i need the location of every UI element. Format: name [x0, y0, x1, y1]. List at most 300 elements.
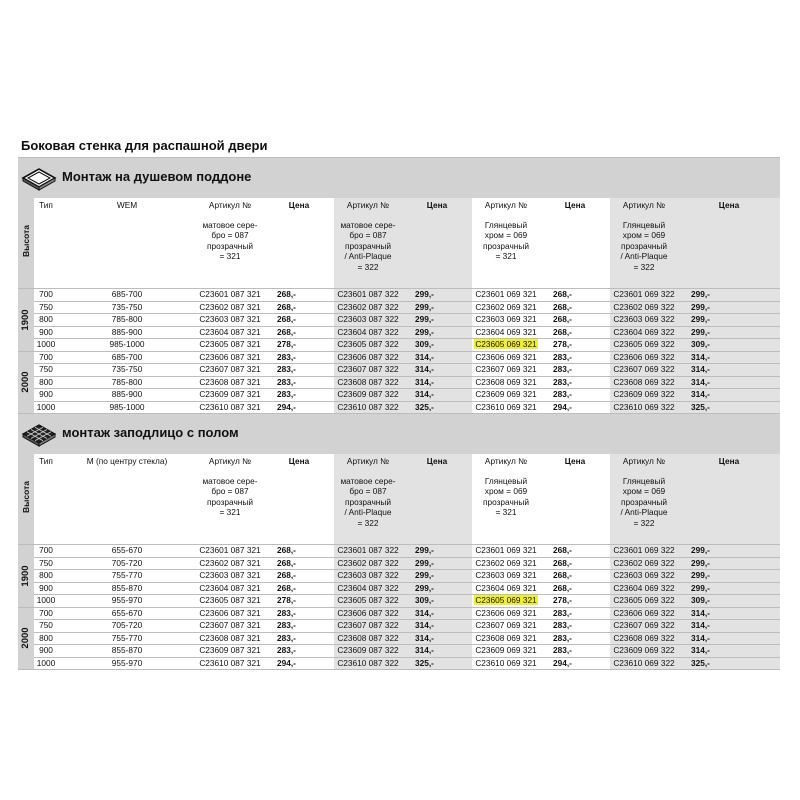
- price-cell: 314,-: [402, 632, 472, 645]
- price-cell: 309,-: [402, 595, 472, 608]
- article-cell: C23601 087 322: [334, 289, 402, 302]
- type-cell: 800: [34, 570, 58, 583]
- article-cell: C23610 069 321: [472, 657, 540, 670]
- size-cell: 705-720: [58, 557, 196, 570]
- table-row: [18, 645, 780, 658]
- article-cell: C23604 069 321: [472, 326, 540, 339]
- price-cell: 314,-: [678, 607, 780, 620]
- price-cell: 283,-: [540, 389, 610, 402]
- price-cell: 299,-: [678, 582, 780, 595]
- price-cell: 283,-: [264, 620, 334, 633]
- article-finish: [334, 476, 402, 528]
- size-cell: 655-670: [58, 607, 196, 620]
- price-cell: 283,-: [540, 645, 610, 658]
- finish-line: Глянцевый: [484, 476, 528, 486]
- article-finish: [196, 220, 264, 262]
- finish-line: бро = 087: [211, 230, 249, 241]
- table-row: [18, 607, 780, 620]
- header-article-1: [196, 454, 264, 540]
- finish-line: / Anti-Plaque: [344, 507, 392, 518]
- header-price-4: Цена: [678, 454, 780, 540]
- price-cell: 268,-: [264, 557, 334, 570]
- size-cell: 785-800: [58, 314, 196, 327]
- article-label: Артикул №: [484, 200, 528, 210]
- article-cell: [472, 339, 540, 352]
- table-row: [18, 389, 780, 402]
- price-cell: 283,-: [540, 351, 610, 364]
- floor-drain-grid-icon: [21, 421, 57, 447]
- table-row: [18, 376, 780, 389]
- header-price-2: Цена: [402, 454, 472, 540]
- article-label: Артикул №: [484, 456, 528, 466]
- article-finish: [472, 476, 540, 518]
- article-cell: C23608 069 322: [610, 376, 678, 389]
- height-group-label: 1900: [20, 309, 31, 331]
- finish-line: / Anti-Plaque: [344, 251, 392, 262]
- finish-line: = 322: [357, 517, 379, 528]
- size-cell: 985-1000: [58, 401, 196, 414]
- article-cell: C23608 087 321: [196, 632, 264, 645]
- article-cell: C23608 087 322: [334, 632, 402, 645]
- article-cell: C23605 087 322: [334, 595, 402, 608]
- price-cell: 283,-: [264, 607, 334, 620]
- type-cell: 750: [34, 301, 58, 314]
- article-cell: C23606 087 322: [334, 351, 402, 364]
- table-row: [18, 351, 780, 364]
- finish-line: бро = 087: [349, 486, 387, 497]
- article-cell: C23610 069 321: [472, 401, 540, 414]
- price-cell: 314,-: [402, 645, 472, 658]
- type-cell: 800: [34, 376, 58, 389]
- price-cell: 283,-: [540, 364, 610, 377]
- finish-line: прозрачный: [207, 240, 253, 251]
- finish-line: матовое сере-: [202, 476, 258, 486]
- price-cell: 278,-: [264, 595, 334, 608]
- article-cell: C23602 087 322: [334, 301, 402, 314]
- type-cell: 750: [34, 620, 58, 633]
- article-label: Артикул №: [346, 456, 390, 466]
- price-cell: 314,-: [678, 364, 780, 377]
- price-cell: 325,-: [402, 657, 472, 670]
- article-cell: C23604 069 322: [610, 582, 678, 595]
- type-cell: 900: [34, 326, 58, 339]
- article-cell: C23609 087 321: [196, 645, 264, 658]
- table-row: [18, 401, 780, 414]
- article-cell: C23603 087 322: [334, 314, 402, 327]
- article-cell: C23601 069 322: [610, 545, 678, 558]
- price-cell: 299,-: [678, 570, 780, 583]
- finish-line: прозрачный: [345, 240, 391, 251]
- size-cell: 785-800: [58, 376, 196, 389]
- article-cell: C23609 069 321: [472, 645, 540, 658]
- article-cell: C23609 087 322: [334, 645, 402, 658]
- price-cell: 268,-: [264, 570, 334, 583]
- article-label: Артикул №: [346, 200, 390, 210]
- finish-line: хром = 069: [484, 230, 528, 241]
- price-cell: 314,-: [402, 351, 472, 364]
- finish-line: = 321: [495, 251, 517, 262]
- table-row: [18, 364, 780, 377]
- price-table: [18, 454, 780, 670]
- article-cell: C23601 069 322: [610, 289, 678, 302]
- price-cell: 268,-: [540, 570, 610, 583]
- table-header-row: [18, 454, 780, 540]
- price-cell: 299,-: [678, 301, 780, 314]
- type-cell: 900: [34, 645, 58, 658]
- header-article-2: [334, 454, 402, 540]
- finish-line: = 322: [633, 261, 655, 272]
- table-row: [18, 545, 780, 558]
- price-cell: 309,-: [678, 595, 780, 608]
- finish-line: прозрачный: [207, 496, 253, 507]
- article-cell: C23602 069 322: [610, 301, 678, 314]
- table-row: [18, 314, 780, 327]
- price-cell: 314,-: [678, 376, 780, 389]
- article-cell: C23604 069 321: [472, 582, 540, 595]
- price-cell: 283,-: [540, 632, 610, 645]
- article-cell: C23607 069 321: [472, 364, 540, 377]
- size-cell: 755-770: [58, 570, 196, 583]
- header-price-4: Цена: [678, 198, 780, 284]
- section-title: Монтаж на душевом поддоне: [62, 169, 252, 184]
- height-group: [18, 289, 34, 352]
- price-cell: 283,-: [264, 364, 334, 377]
- section-header: [18, 413, 780, 454]
- price-cell: 278,-: [264, 339, 334, 352]
- price-cell: 299,-: [402, 557, 472, 570]
- article-cell: C23608 087 321: [196, 376, 264, 389]
- table-row: [18, 570, 780, 583]
- size-cell: 985-1000: [58, 339, 196, 352]
- finish-line: бро = 087: [211, 486, 249, 497]
- price-cell: 294,-: [264, 657, 334, 670]
- height-group-label: 2000: [20, 371, 31, 393]
- header-size: М (по центру стекла): [58, 454, 196, 540]
- header-height: [18, 454, 34, 540]
- article-cell: C23603 069 322: [610, 314, 678, 327]
- price-cell: 268,-: [264, 326, 334, 339]
- header-price-3: Цена: [540, 454, 610, 540]
- price-cell: 283,-: [540, 620, 610, 633]
- price-cell: 299,-: [402, 289, 472, 302]
- page-title: Боковая стенка для распашной двери: [21, 138, 268, 153]
- header-height: [18, 198, 34, 284]
- finish-line: = 322: [357, 261, 379, 272]
- article-cell: C23606 069 322: [610, 607, 678, 620]
- article-cell: C23607 069 321: [472, 620, 540, 633]
- price-cell: 283,-: [264, 389, 334, 402]
- price-cell: 299,-: [402, 314, 472, 327]
- price-cell: 268,-: [540, 326, 610, 339]
- article-cell: C23609 069 322: [610, 645, 678, 658]
- header-height-label: Высота: [21, 481, 31, 513]
- article-cell: C23603 087 321: [196, 570, 264, 583]
- article-cell: C23603 087 322: [334, 570, 402, 583]
- article-cell: C23603 069 322: [610, 570, 678, 583]
- price-cell: 314,-: [678, 645, 780, 658]
- article-cell: C23607 069 322: [610, 364, 678, 377]
- price-cell: 309,-: [678, 339, 780, 352]
- type-cell: 700: [34, 289, 58, 302]
- finish-line: / Anti-Plaque: [620, 507, 668, 518]
- type-cell: 750: [34, 364, 58, 377]
- price-cell: 283,-: [540, 376, 610, 389]
- section-header: [18, 157, 780, 198]
- header-type: Тип: [34, 454, 58, 540]
- highlighted-article: C23605 069 321: [475, 339, 537, 349]
- price-cell: 314,-: [402, 607, 472, 620]
- header-article-3: [472, 454, 540, 540]
- price-cell: 294,-: [264, 401, 334, 414]
- finish-line: / Anti-Plaque: [620, 251, 668, 262]
- article-cell: C23604 087 322: [334, 326, 402, 339]
- type-cell: 1000: [34, 595, 58, 608]
- header-article-4: [610, 454, 678, 540]
- finish-line: прозрачный: [483, 240, 529, 251]
- article-cell: C23605 087 321: [196, 339, 264, 352]
- price-cell: 314,-: [678, 389, 780, 402]
- article-cell: C23609 069 321: [472, 389, 540, 402]
- article-cell: C23610 087 322: [334, 657, 402, 670]
- size-cell: 855-870: [58, 645, 196, 658]
- finish-line: матовое сере-: [340, 220, 396, 230]
- article-cell: C23610 069 322: [610, 401, 678, 414]
- price-cell: 268,-: [540, 582, 610, 595]
- table-row: [18, 632, 780, 645]
- article-cell: C23602 087 321: [196, 557, 264, 570]
- article-cell: C23601 069 321: [472, 289, 540, 302]
- table-row: [18, 301, 780, 314]
- article-cell: C23608 087 322: [334, 376, 402, 389]
- header-article-3: [472, 198, 540, 284]
- type-cell: 800: [34, 314, 58, 327]
- price-cell: 283,-: [264, 632, 334, 645]
- header-price-1: Цена: [264, 454, 334, 540]
- price-cell: 268,-: [264, 289, 334, 302]
- table-row: [18, 582, 780, 595]
- price-cell: 268,-: [264, 582, 334, 595]
- type-cell: 800: [34, 632, 58, 645]
- article-cell: C23607 087 321: [196, 364, 264, 377]
- price-cell: 268,-: [264, 314, 334, 327]
- size-cell: 685-700: [58, 351, 196, 364]
- section-floor-level: [18, 413, 780, 670]
- price-cell: 268,-: [264, 545, 334, 558]
- article-cell: C23603 087 321: [196, 314, 264, 327]
- article-cell: C23601 087 321: [196, 545, 264, 558]
- size-cell: 685-700: [58, 289, 196, 302]
- type-cell: 900: [34, 389, 58, 402]
- article-cell: C23608 069 322: [610, 632, 678, 645]
- article-cell: [472, 595, 540, 608]
- finish-line: хром = 069: [622, 486, 666, 497]
- article-finish: [472, 220, 540, 262]
- finish-line: матовое сере-: [202, 220, 258, 230]
- article-cell: C23608 069 321: [472, 632, 540, 645]
- article-cell: C23609 069 322: [610, 389, 678, 402]
- price-cell: 268,-: [540, 314, 610, 327]
- article-cell: C23610 087 321: [196, 657, 264, 670]
- price-cell: 314,-: [402, 620, 472, 633]
- table-header-row: [18, 198, 780, 284]
- article-cell: C23605 087 322: [334, 339, 402, 352]
- type-cell: 700: [34, 351, 58, 364]
- finish-line: = 322: [633, 517, 655, 528]
- price-cell: 299,-: [402, 582, 472, 595]
- header-height-label: Высота: [21, 225, 31, 257]
- size-cell: 735-750: [58, 301, 196, 314]
- price-cell: 278,-: [540, 339, 610, 352]
- article-cell: C23606 069 321: [472, 607, 540, 620]
- price-cell: 283,-: [264, 376, 334, 389]
- article-cell: C23602 087 322: [334, 557, 402, 570]
- article-label: Артикул №: [622, 200, 666, 210]
- price-cell: 299,-: [678, 289, 780, 302]
- article-cell: C23608 069 321: [472, 376, 540, 389]
- price-cell: 299,-: [678, 557, 780, 570]
- size-cell: 655-670: [58, 545, 196, 558]
- header-article-4: [610, 198, 678, 284]
- size-cell: 705-720: [58, 620, 196, 633]
- article-cell: C23602 069 322: [610, 557, 678, 570]
- height-group-label: 1900: [20, 565, 31, 587]
- header-type: Тип: [34, 198, 58, 284]
- price-cell: 299,-: [678, 326, 780, 339]
- header-article-1: [196, 198, 264, 284]
- shower-tray-icon: [21, 165, 57, 191]
- article-cell: C23607 087 321: [196, 620, 264, 633]
- price-cell: 299,-: [402, 301, 472, 314]
- section-shower-tray: [18, 157, 780, 414]
- article-cell: C23604 087 322: [334, 582, 402, 595]
- price-cell: 299,-: [678, 314, 780, 327]
- finish-line: Глянцевый: [622, 476, 666, 486]
- table-row: [18, 657, 780, 670]
- article-cell: C23604 069 322: [610, 326, 678, 339]
- price-cell: 314,-: [402, 364, 472, 377]
- price-cell: 283,-: [264, 351, 334, 364]
- table-row: [18, 557, 780, 570]
- article-cell: C23602 087 321: [196, 301, 264, 314]
- finish-line: = 321: [219, 251, 241, 262]
- finish-line: = 321: [219, 507, 241, 518]
- article-label: Артикул №: [622, 456, 666, 466]
- price-cell: 268,-: [540, 301, 610, 314]
- price-cell: 299,-: [402, 326, 472, 339]
- price-cell: 314,-: [402, 389, 472, 402]
- price-cell: 294,-: [540, 657, 610, 670]
- price-cell: 278,-: [540, 595, 610, 608]
- size-cell: 885-900: [58, 389, 196, 402]
- finish-line: = 321: [495, 507, 517, 518]
- type-cell: 700: [34, 545, 58, 558]
- article-cell: C23601 069 321: [472, 545, 540, 558]
- price-cell: 283,-: [264, 645, 334, 658]
- article-cell: C23605 069 322: [610, 595, 678, 608]
- article-cell: C23604 087 321: [196, 582, 264, 595]
- type-cell: 1000: [34, 657, 58, 670]
- highlighted-article: C23605 069 321: [475, 595, 537, 605]
- article-cell: C23606 087 322: [334, 607, 402, 620]
- price-cell: 294,-: [540, 401, 610, 414]
- finish-line: хром = 069: [484, 486, 528, 497]
- size-cell: 955-970: [58, 657, 196, 670]
- price-cell: 299,-: [678, 545, 780, 558]
- table-row: [18, 339, 780, 352]
- type-cell: 750: [34, 557, 58, 570]
- article-cell: C23601 087 321: [196, 289, 264, 302]
- finish-line: бро = 087: [349, 230, 387, 241]
- finish-line: Глянцевый: [622, 220, 666, 230]
- price-cell: 283,-: [540, 607, 610, 620]
- header-price-1: Цена: [264, 198, 334, 284]
- price-cell: 325,-: [678, 401, 780, 414]
- article-finish: [610, 476, 678, 528]
- finish-line: прозрачный: [621, 240, 667, 251]
- article-cell: C23609 087 321: [196, 389, 264, 402]
- type-cell: 700: [34, 607, 58, 620]
- article-cell: C23606 087 321: [196, 351, 264, 364]
- article-cell: C23602 069 321: [472, 557, 540, 570]
- price-cell: 309,-: [402, 339, 472, 352]
- price-cell: 314,-: [678, 351, 780, 364]
- header-price-2: Цена: [402, 198, 472, 284]
- table-row: [18, 595, 780, 608]
- price-cell: 299,-: [402, 570, 472, 583]
- price-cell: 325,-: [678, 657, 780, 670]
- height-group-label: 2000: [20, 627, 31, 649]
- article-cell: C23606 069 321: [472, 351, 540, 364]
- price-table: [18, 198, 780, 414]
- article-cell: C23601 087 322: [334, 545, 402, 558]
- size-cell: 855-870: [58, 582, 196, 595]
- article-cell: C23606 087 321: [196, 607, 264, 620]
- header-article-2: [334, 198, 402, 284]
- article-cell: C23607 087 322: [334, 364, 402, 377]
- type-cell: 1000: [34, 401, 58, 414]
- finish-line: Глянцевый: [484, 220, 528, 230]
- article-cell: C23607 069 322: [610, 620, 678, 633]
- price-cell: 268,-: [264, 301, 334, 314]
- article-cell: C23610 087 321: [196, 401, 264, 414]
- article-label: Артикул №: [208, 200, 252, 210]
- article-cell: C23605 069 322: [610, 339, 678, 352]
- type-cell: 900: [34, 582, 58, 595]
- article-cell: C23607 087 322: [334, 620, 402, 633]
- height-group: [18, 545, 34, 608]
- article-finish: [334, 220, 402, 272]
- article-cell: C23603 069 321: [472, 314, 540, 327]
- price-cell: 299,-: [402, 545, 472, 558]
- table-row: [18, 289, 780, 302]
- height-group: [18, 351, 34, 414]
- finish-line: матовое сере-: [340, 476, 396, 486]
- size-cell: 885-900: [58, 326, 196, 339]
- finish-line: прозрачный: [621, 496, 667, 507]
- section-title: монтаж заподлицо с полом: [62, 425, 239, 440]
- price-cell: 325,-: [402, 401, 472, 414]
- size-cell: 755-770: [58, 632, 196, 645]
- article-cell: C23604 087 321: [196, 326, 264, 339]
- price-cell: 268,-: [540, 545, 610, 558]
- price-cell: 314,-: [678, 620, 780, 633]
- type-cell: 1000: [34, 339, 58, 352]
- table-row: [18, 326, 780, 339]
- article-cell: C23609 087 322: [334, 389, 402, 402]
- article-cell: C23603 069 321: [472, 570, 540, 583]
- price-cell: 268,-: [540, 289, 610, 302]
- article-cell: C23610 069 322: [610, 657, 678, 670]
